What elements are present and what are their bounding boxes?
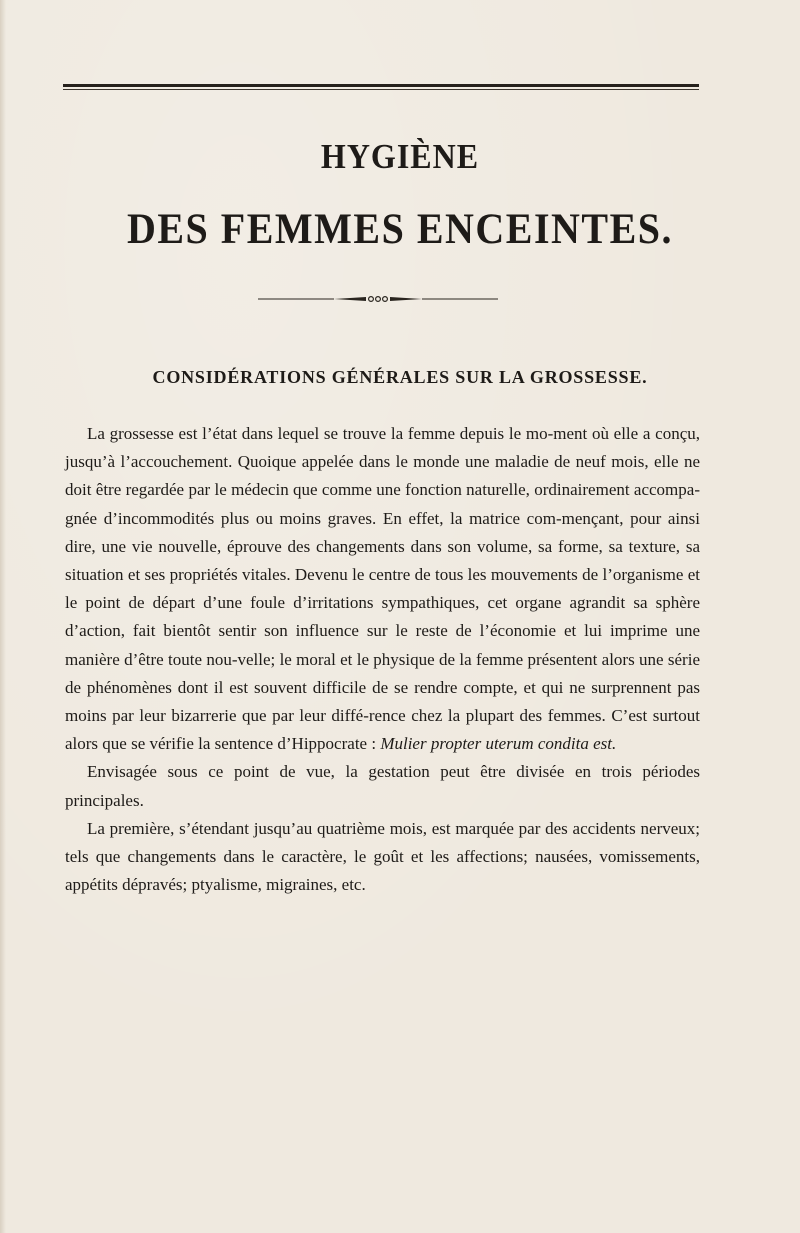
binding-edge bbox=[0, 0, 6, 1233]
section-heading: CONSIDÉRATIONS GÉNÉRALES SUR LA GROSSESSE. bbox=[152, 367, 648, 387]
ornament-divider bbox=[258, 296, 498, 302]
paragraph-2: Envisagée sous ce point de vue, la gestation peut être divisée en trois périodes principales. bbox=[65, 762, 700, 810]
hippocrates-quote: Mulier propter uterum condita est. bbox=[380, 734, 617, 754]
ornament-divider-icon bbox=[258, 296, 498, 302]
paragraph-1-text: La grossesse est l’état dans lequel se trouve la femme depuis le mo-ment où elle a conçu, jusqu’à l’accouchement. Quoique appelée dans le monde une maladie de neuf mois, elle ne doit être regardée par le médecin que comme une fonction naturelle, ordinairement accompa-gnée d’incommodités plus ou moins graves. En effet, la matrice com-mençant, pour ainsi dire, une vie nouvelle, éprouve des changements dans son volume, sa forme, sa texture, sa situation et ses propriétés vitales. Devenu le centre de tous les mouvements de l’organisme et le point de départ d’une foule d’irritations sympathiques, cet organe agrandit sa sphère d’action, fait bientôt sentir son influence sur le reste de l’économie et lui imprime une manière d’être toute nou-velle; le moral et le physique de la femme présentent alors une série de phénomènes dont il est souvent difficile de se rendre compte, et qui ne surprennent pas moins par leur bizarrerie que par leur diffé-rence chez la plupart des femmes. C’est surtout alors que se vérifie la sentence d’Hippocrate : bbox=[65, 424, 700, 754]
paragraph-3: La première, s’étendant jusqu’au quatrième mois, est marquée par des accidents nerveux; tels que changements dans le caractère, le goût et les affections; nausées, vomissements, appétits dépravés; ptyalisme, migraines, etc. bbox=[65, 818, 700, 895]
paragraph-1 bbox=[65, 420, 700, 758]
top-rule-thin bbox=[63, 89, 699, 90]
body-text bbox=[65, 420, 700, 899]
top-rule-thick bbox=[63, 84, 699, 87]
top-double-rule bbox=[63, 84, 699, 90]
page-title-line-2: DES FEMMES ENCEINTES. bbox=[126, 204, 674, 253]
page-title-line-1: HYGIÈNE bbox=[320, 136, 480, 176]
